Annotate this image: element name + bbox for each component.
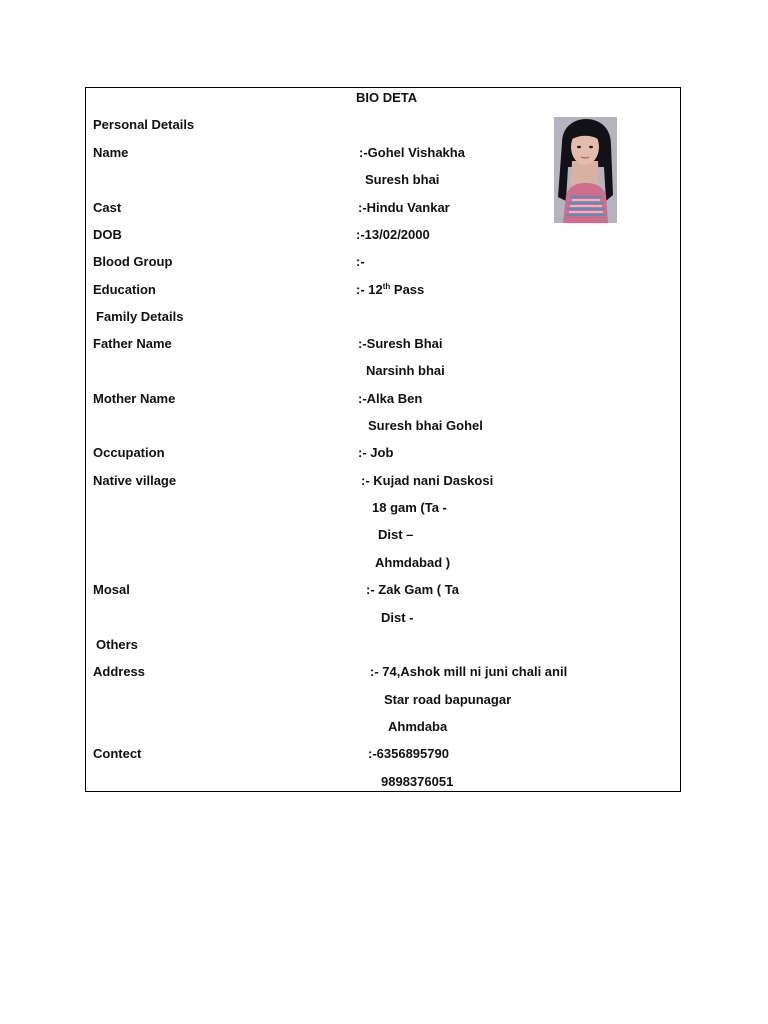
native-village-line2: 18 gam (Ta - [372,500,447,515]
father-name-label: Father Name [93,336,172,351]
native-village-label: Native village [93,473,177,488]
contact-line1: :-6356895790 [368,746,449,761]
education-value-prefix: :- 12 [356,282,383,297]
native-village-line1: :- Kujad nani Daskosi [361,473,494,488]
mother-name-line2: Suresh bhai Gohel [368,418,483,433]
dob-value: :-13/02/2000 [356,227,430,242]
name-value-line1: :-Gohel Vishakha [359,145,465,160]
father-name-line2: Narsinh bhai [366,363,445,378]
mosal-line1: :- Zak Gam ( Ta [366,582,459,597]
others-heading: Others [96,637,138,652]
dob-label: DOB [93,227,122,242]
name-label: Name [93,145,129,160]
education-value-suffix: Pass [390,282,425,297]
contact-line2: 9898376051 [381,774,454,789]
native-village-line4: Ahmdabad ) [375,555,451,570]
mosal-line2: Dist - [381,610,414,625]
education-value-superscript: th [382,282,391,291]
name-value-line2: Suresh bhai [365,172,440,187]
mosal-label: Mosal [93,582,130,597]
address-label: Address [93,664,146,679]
document-title: BIO DETA [356,90,418,105]
native-village-line3: Dist – [378,527,414,542]
cast-label: Cast [93,200,122,215]
address-line3: Ahmdaba [388,719,448,734]
family-details-heading: Family Details [96,309,184,324]
occupation-label: Occupation [93,445,165,460]
cast-value: :-Hindu Vankar [358,200,450,215]
mother-name-label: Mother Name [93,391,176,406]
address-line1: :- 74,Ashok mill ni juni chali anil [370,664,568,679]
occupation-value: :- Job [358,445,394,460]
address-line2: Star road bapunagar [384,692,512,707]
mother-name-line1: :-Alka Ben [358,391,423,406]
father-name-line1: :-Suresh Bhai [358,336,443,351]
education-value [356,282,424,298]
profile-photo [554,117,617,223]
education-label: Education [93,282,156,297]
blood-group-value: :- [356,254,365,269]
contact-label: Contect [93,746,142,761]
personal-details-heading: Personal Details [93,117,195,132]
blood-group-label: Blood Group [93,254,173,269]
